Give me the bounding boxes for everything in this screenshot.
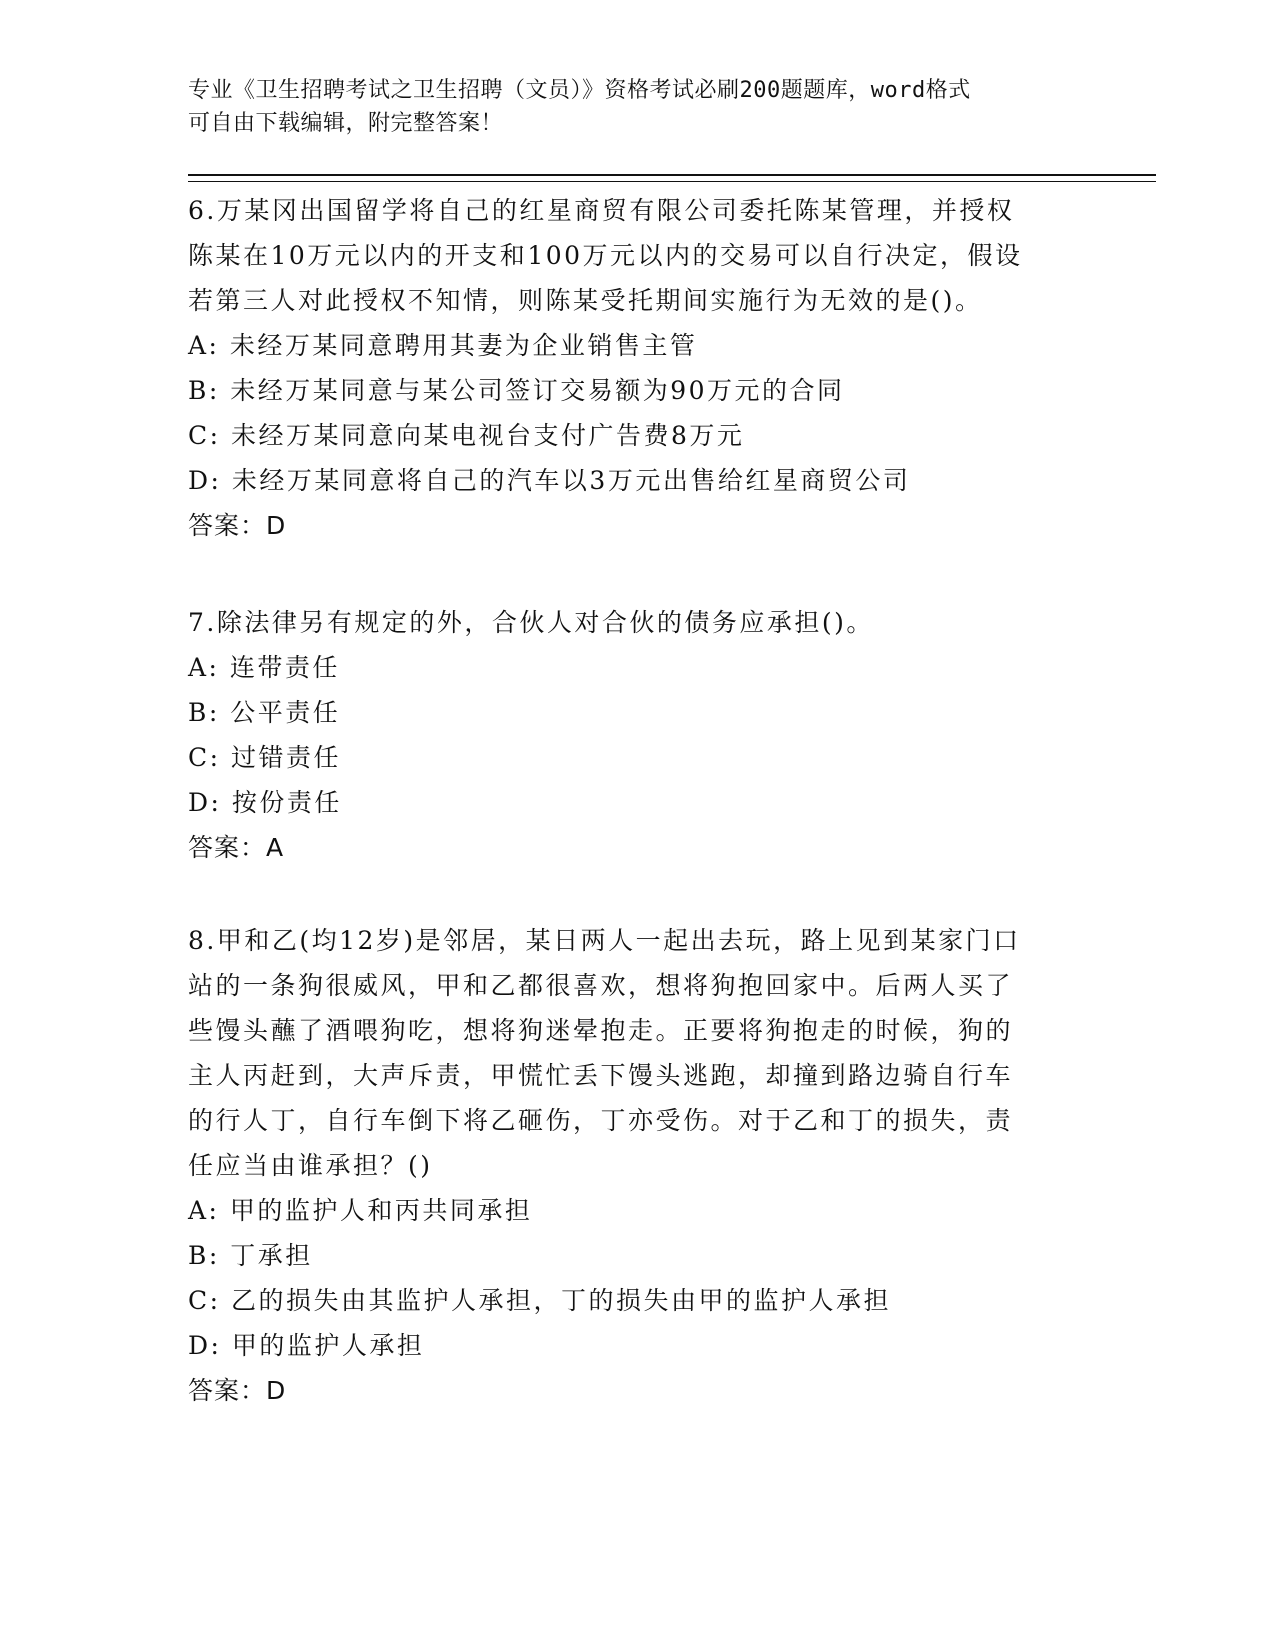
option-c: C: 乙的损失由其监护人承担，丁的损失由甲的监护人承担 (188, 1286, 892, 1315)
answer: 答案：A (188, 833, 285, 862)
question-stem-line: 8.甲和乙(均12岁)是邻居，某日两人一起出去玩，路上见到某家门口 (188, 926, 1021, 955)
option-c: C: 过错责任 (188, 743, 341, 772)
question-stem-line: 任应当由谁承担？() (188, 1151, 433, 1180)
option-b: B: 公平责任 (188, 698, 341, 727)
question-6 (188, 188, 1088, 548)
option-a: A: 连带责任 (188, 653, 340, 682)
option-d: D: 甲的监护人承担 (188, 1331, 425, 1360)
answer: 答案：D (188, 1376, 287, 1405)
option-d: D: 未经万某同意将自己的汽车以3万元出售给红星商贸公司 (188, 466, 911, 495)
option-c: C: 未经万某同意向某电视台支付广告费8万元 (188, 421, 745, 450)
header-line-2: 可自由下载编辑，附完整答案！ (188, 111, 504, 136)
header-divider-thick (188, 174, 1156, 176)
option-a: A: 未经万某同意聘用其妻为企业销售主管 (188, 331, 698, 360)
answer: 答案：D (188, 511, 287, 540)
question-8 (188, 918, 1088, 1413)
option-b: B: 未经万某同意与某公司签订交易额为90万元的合同 (188, 376, 845, 405)
question-stem-line: 站的一条狗很威风，甲和乙都很喜欢，想将狗抱回家中。后两人买了 (188, 971, 1014, 1000)
question-stem-line: 若第三人对此授权不知情，则陈某受托期间实施行为无效的是()。 (188, 286, 983, 315)
document-header (188, 74, 1088, 140)
question-7 (188, 600, 1088, 870)
question-stem-line: 些馒头蘸了酒喂狗吃，想将狗迷晕抱走。正要将狗抱走的时候，狗的 (188, 1016, 1014, 1045)
question-stem-line: 7.除法律另有规定的外，合伙人对合伙的债务应承担()。 (188, 608, 874, 637)
option-a: A: 甲的监护人和丙共同承担 (188, 1196, 533, 1225)
question-stem-line: 的行人丁，自行车倒下将乙砸伤，丁亦受伤。对于乙和丁的损失，责 (188, 1106, 1014, 1135)
option-b: B: 丁承担 (188, 1241, 313, 1270)
header-line-1: 专业《卫生招聘考试之卫生招聘（文员）》资格考试必刷200题题库，word格式 (188, 78, 971, 103)
question-stem-line: 陈某在10万元以内的开支和100万元以内的交易可以自行决定，假设 (188, 241, 1023, 270)
header-divider-thin (188, 181, 1156, 182)
question-stem-line: 主人丙赶到，大声斥责，甲慌忙丢下馒头逃跑，却撞到路边骑自行车 (188, 1061, 1014, 1090)
question-stem-line: 6.万某冈出国留学将自己的红星商贸有限公司委托陈某管理，并授权 (188, 196, 1015, 225)
option-d: D: 按份责任 (188, 788, 342, 817)
